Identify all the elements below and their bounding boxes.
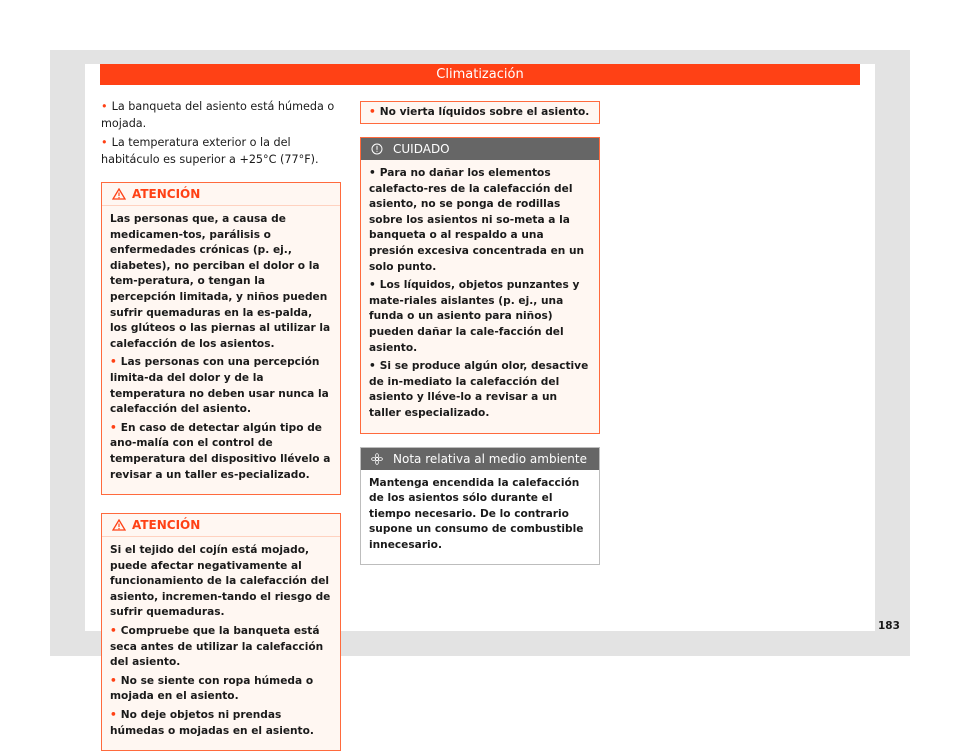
warning-box <box>101 513 341 751</box>
warning-box <box>101 182 341 495</box>
environment-note-header <box>361 448 599 470</box>
bullet-marker: • <box>369 360 376 373</box>
caution-header <box>361 138 599 160</box>
middle-column <box>360 101 600 565</box>
bullet-marker: • <box>110 709 117 722</box>
body-bullet: • La banqueta del asiento está húmeda o mojada. <box>101 100 335 130</box>
info-circle-icon <box>371 143 383 155</box>
environment-note-text: Mantenga encendida la calefacción de los asientos sólo durante el tiempo necesario. De lo contrario supone un consumo de combustible innecesario. <box>369 476 584 551</box>
environment-note-title: Nota relativa al medio ambiente <box>393 451 587 466</box>
warning-item: • Las personas con una percepción limita-da del dolor y de la temperatura no deben usar nunca la calefacción del asiento. <box>110 356 329 416</box>
warning-item: • No se siente con ropa húmeda o mojada en el asiento. <box>110 674 314 703</box>
warning-item: • En caso de detectar algún tipo de ano-malía con el control de temperatura del dispositivo llévelo a revisar a un taller es-pecializado. <box>110 421 331 481</box>
bullet-marker: • <box>110 356 117 369</box>
bullet-marker: • <box>101 136 108 149</box>
caution-item: • Los líquidos, objetos punzantes y mate-riales aislantes (p. ej., una funda o un asiento para niños) pueden dañar la cale-facción del asiento. <box>369 279 580 354</box>
caution-item: • Si se produce algún olor, desactive de in-mediato la calefacción del asiento y lléve-lo a revisar a un taller especializado. <box>369 360 589 419</box>
environment-note-box <box>360 447 600 566</box>
warning-triangle-icon <box>112 519 126 531</box>
warning-intro: Las personas que, a causa de medicamen-tos, parálisis o enfermedades crónicas (p. ej., diabetes), no perciban el dolor o la tem-peratura, o tengan la percepción limitada, y niños pueden sufrir quemaduras en la es-palda, los glúteos o las piernas al utilizar la calefacción de los asientos. <box>110 213 331 350</box>
bullet-marker: • <box>101 100 108 113</box>
warning-item: • Compruebe que la banqueta está seca antes de utilizar la calefacción del asiento. <box>110 625 324 669</box>
warning-body <box>102 206 340 494</box>
section-title: Climatización <box>436 67 524 82</box>
left-column <box>101 98 341 751</box>
bullet-marker: • <box>369 279 376 292</box>
bullet-marker: • <box>369 106 376 118</box>
bullet-marker: • <box>110 674 117 687</box>
warning-header <box>102 514 340 537</box>
caution-box <box>360 137 600 434</box>
warning-header <box>102 183 340 206</box>
body-bullet: • La temperatura exterior o la del habitáculo es superior a +25°C (77°F). <box>101 136 319 166</box>
bullet-marker: • <box>110 625 117 638</box>
caution-body <box>361 160 599 433</box>
caution-title: CUIDADO <box>393 142 450 156</box>
warning-item: • No deje objetos ni prendas húmedas o mojadas en el asiento. <box>110 709 314 737</box>
page-number: 183 <box>878 620 900 632</box>
caution-item: • Para no dañar los elementos calefacto-res de la calefacción del asiento, no se ponga de rodillas sobre los asientos ni so-meta a la banqueta o al respaldo a una presión excesiva concentrada en un solo punto. <box>369 167 585 273</box>
environment-note-body <box>361 470 599 565</box>
warning-intro: Si el tejido del cojín está mojado, puede afectar negativamente al funcionamiento de la calefacción del asiento, incremen-tando el riesgo de sufrir quemaduras. <box>110 544 331 619</box>
section-header <box>100 64 860 85</box>
warning-triangle-icon <box>112 188 126 200</box>
flower-icon <box>371 453 383 465</box>
warning-body <box>102 537 340 750</box>
note-box: • No vierta líquidos sobre el asiento. <box>360 101 600 124</box>
warning-title: ATENCIÓN <box>132 187 201 201</box>
warning-title: ATENCIÓN <box>132 518 201 533</box>
bullet-marker: • <box>110 421 117 434</box>
bullet-marker: • <box>369 167 376 179</box>
